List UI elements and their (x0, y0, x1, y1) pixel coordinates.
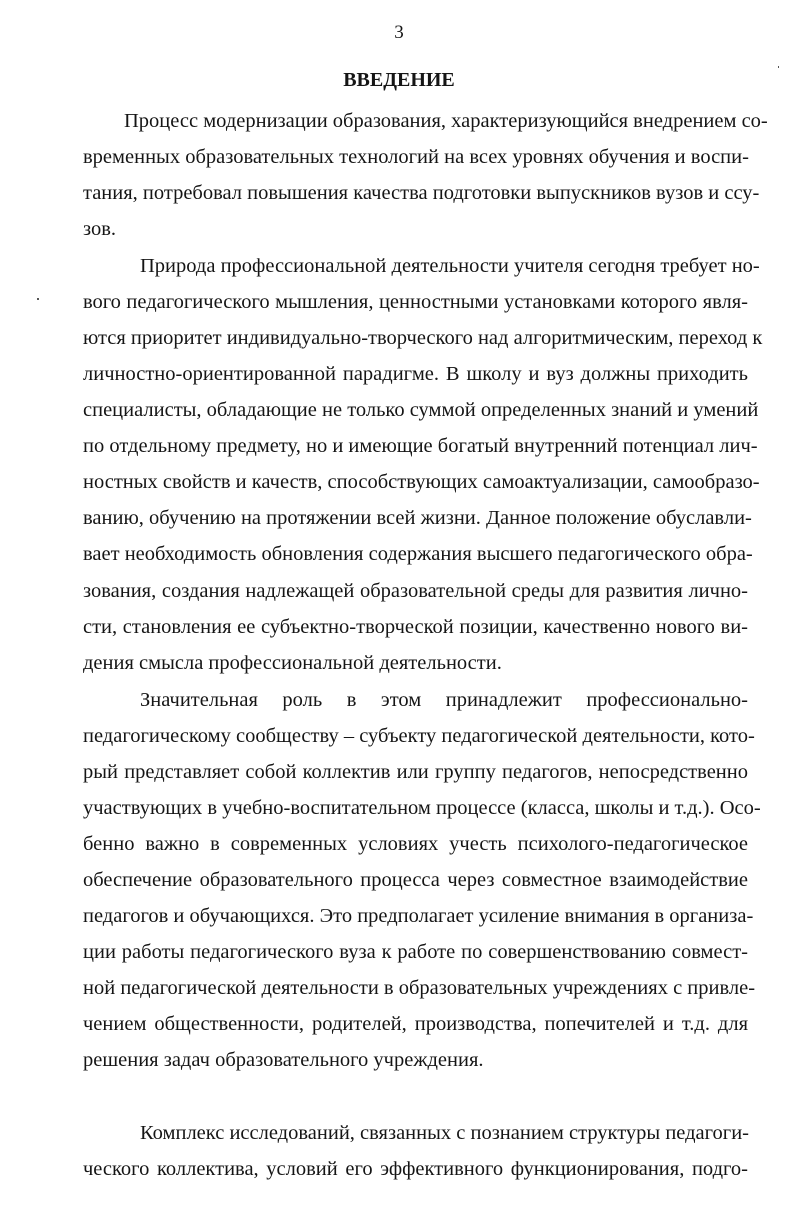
text-line: тания, потребовал повышения качества подготовки выпускников вузов и ссу- (83, 182, 760, 204)
text-line: по отдельному предмету, но и имеющие богатый внутренний потенциал лич- (83, 435, 758, 457)
text-line: личностно-ориентированной парадигме. В школу и вуз должны приходить (83, 363, 748, 385)
text-line: Комплекс исследований, связанных с познанием структуры педагоги- (140, 1122, 750, 1144)
text-line: педагогов и обучающихся. Это предполагает усиление внимания в организа- (83, 905, 754, 927)
text-line: временных образовательных технологий на всех уровнях обучения и воспи- (83, 146, 749, 168)
text-line: ванию, обучению на протяжении всей жизни. Данное положение обуславли- (83, 507, 752, 529)
scan-speck (778, 66, 779, 68)
text-line: специалисты, обладающие не только суммой определенных знаний и умений (83, 399, 759, 421)
text-line: сти, становления ее субъектно-творческой позиции, качественно нового ви- (83, 616, 748, 638)
text-line: вает необходимость обновления содержания высшего педагогического обра- (83, 543, 753, 565)
text-line: вого педагогического мышления, ценностными установками которого явля- (83, 291, 748, 313)
section-title: ВВЕДЕНИЕ (343, 69, 455, 91)
text-line: Значительная роль в этом принадлежит профессионально- (140, 689, 748, 711)
text-line: дения смысла профессиональной деятельности. (83, 652, 502, 674)
text-line: решения задач образовательного учреждения. (83, 1049, 484, 1071)
text-line: Процесс модернизации образования, характеризующийся внедрением со- (124, 110, 768, 132)
text-line: рый представляет собой коллектив или группу педагогов, непосредственно (83, 761, 748, 783)
page-number: 3 (394, 22, 404, 43)
text-line: зования, создания надлежащей образовательной среды для развития лично- (83, 580, 748, 602)
text-line: зов. (83, 218, 117, 240)
text-line: чением общественности, родителей, производства, попечителей и т.д. для (83, 1013, 748, 1035)
text-line: ной педагогической деятельности в образовательных учреждениях с привле- (83, 977, 756, 999)
text-line: Природа профессиональной деятельности учителя сегодня требует но- (140, 255, 760, 277)
text-line: педагогическому сообществу – субъекту педагогической деятельности, кото- (83, 725, 755, 747)
scan-speck (37, 298, 39, 300)
text-line: участвующих в учебно-воспитательном процессе (класса, школы и т.д.). Осо- (83, 797, 761, 819)
text-line: бенно важно в современных условиях учесть психолого-педагогическое (83, 833, 748, 855)
text-line: ческого коллектива, условий его эффективного функционирования, подго- (83, 1158, 748, 1180)
text-line: ции работы педагогического вуза к работе по совершенствованию совмест- (83, 941, 748, 963)
text-line: обеспечение образовательного процесса через совместное взаимодействие (83, 869, 748, 891)
text-line: ются приоритет индивидуально-творческого над алгоритмическим, переход к (83, 327, 763, 349)
text-line: ностных свойств и качеств, способствующих самоактуализации, самообразо- (83, 471, 760, 493)
